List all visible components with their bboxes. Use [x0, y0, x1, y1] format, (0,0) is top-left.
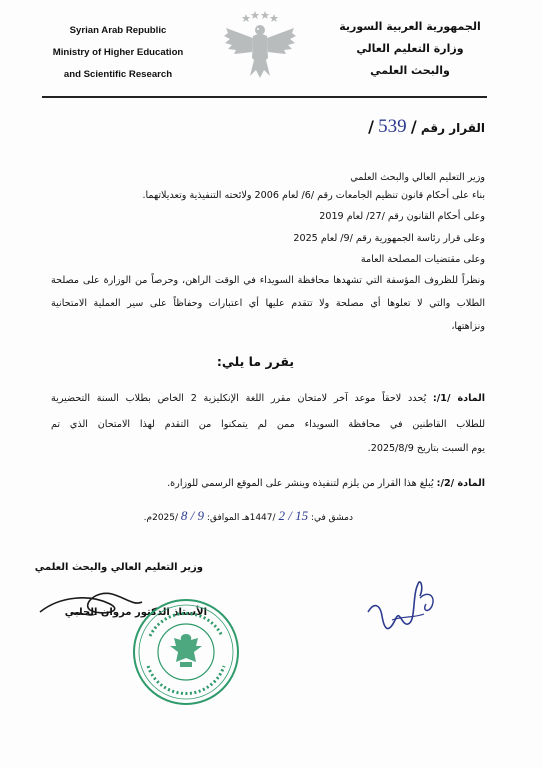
preamble-line-5: ونظراً للظروف المؤسفة التي تشهدها محافظة السويداء في الوقت الراهن، وحرصاً من الوزارة على مصلحة: [51, 275, 485, 286]
handwritten-signature-icon: [362, 566, 452, 646]
header-en-line-1: Syrian Arab Republic: [69, 25, 167, 36]
preamble-line-1: بناء على أحكام قانون تنظيم الجامعات رقم /6/ لعام 2006 ولائحته التنفيذية وتعديلاتهما.: [142, 190, 485, 201]
article-1-line-1: [51, 393, 485, 404]
article-1-label: المادة /1/:: [432, 393, 485, 404]
header-en-line-3: and Scientific Research: [63, 69, 173, 80]
signature-title: وزير التعليم العالي والبحث العلمي: [34, 562, 203, 573]
header-ar-line-3: والبحث العلمي: [370, 64, 450, 77]
syrian-eagle-emblem-icon: [222, 8, 298, 82]
preamble-line-7: ونزاهتها،: [451, 321, 485, 332]
preamble-minister: وزير التعليم العالي والبحث العلمي: [350, 172, 485, 183]
preamble-line-2: وعلى أحكام القانون رقم /27/ لعام 2019: [319, 211, 485, 222]
article-2: [167, 478, 485, 489]
header-divider: [42, 96, 487, 98]
preamble-line-4: وعلى مقتضيات المصلحة العامة: [360, 254, 485, 265]
header-english: [38, 20, 198, 86]
decision-number: القرار رقم / 539 /: [368, 116, 485, 137]
article-2-label: المادة /2/:: [436, 478, 485, 489]
gregorian-date-handwritten: 9 / 8: [180, 508, 205, 523]
date-prefix: دمشق في:: [310, 513, 353, 523]
header-en-line-2: Ministry of Higher Education: [52, 47, 184, 58]
decision-number-value: 539: [378, 116, 407, 137]
header-ar-line-2: وزارة التعليم العالي: [356, 42, 464, 55]
signature-name: الأستاذ الدكتور مروان الحلبي: [64, 607, 207, 618]
gregorian-suffix: /2025م.: [143, 513, 179, 523]
ministry-round-seal-icon: [130, 596, 242, 708]
article-1-line-2: للطلاب القاطنين في محافظة السويداء ممن لم يتمكنوا من التقدم لهذا الامتحان الذي تم: [51, 419, 485, 430]
date-line: [144, 508, 353, 524]
header-arabic: [335, 16, 485, 82]
hijri-suffix: /1447هـ الموافق:: [206, 513, 276, 523]
hijri-date-handwritten: 15 / 2: [278, 508, 309, 523]
decides-heading: يقرر ما يلي:: [216, 354, 295, 369]
article-2-text: يُبلغ هذا القرار من يلزم لتنفيذه وينشر على الموقع الرسمي للوزارة.: [167, 478, 434, 489]
article-1-text-1: يُحدد لاحقاً موعد آخر لامتحان مقرر اللغة الإنكليزية 2 الخاص بطلاب السنة التحضيرية: [51, 393, 427, 404]
decision-label: القرار رقم: [420, 121, 485, 135]
preamble-line-3: وعلى قرار رئاسة الجمهورية رقم /9/ لعام 2025: [293, 233, 485, 244]
header-ar-line-1: الجمهورية العربية السورية: [339, 20, 481, 33]
article-1-line-3: يوم السبت بتاريخ 2025/8/9.: [367, 443, 485, 454]
preamble-line-6: الطلاب والتي لا تعلوها أي مصلحة ولا تتقدم عليها أي اعتبارات وحفاظاً على سير العملية الامتحانية: [51, 298, 485, 309]
